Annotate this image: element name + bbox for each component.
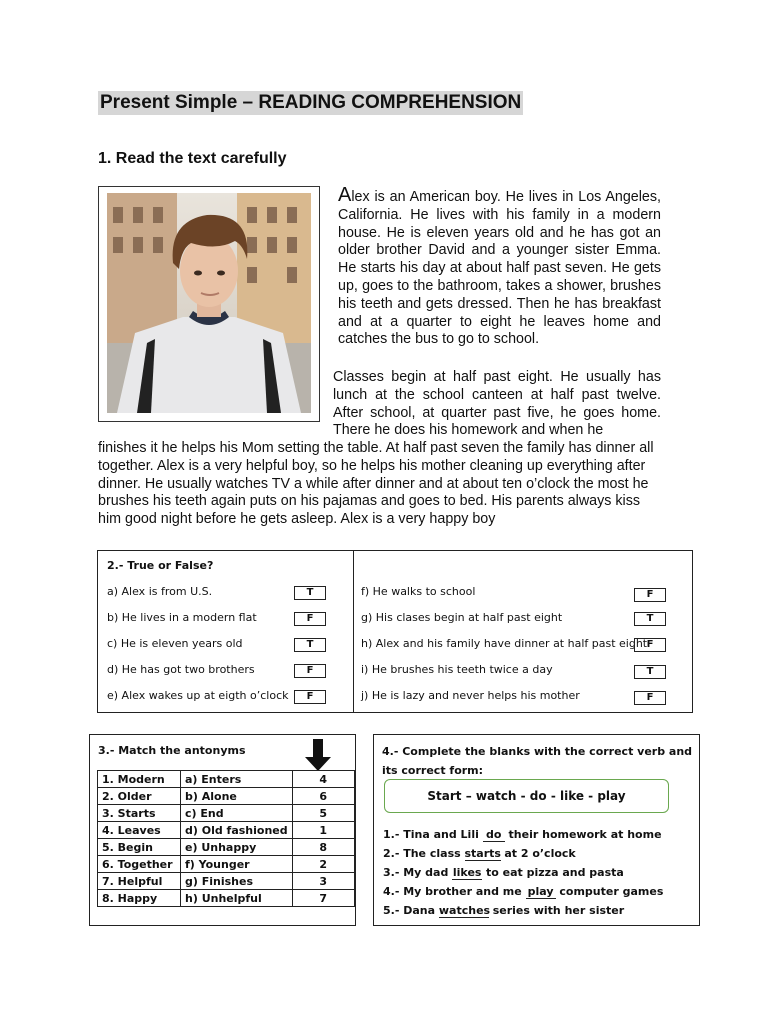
sentence-end: their homework at home xyxy=(504,828,662,841)
story-paragraph-1-text: lex is an American boy. He lives in Los Angeles, California. He lives with his family in a modern house. He is eleven years old and he has got an older brother David and a younger sister Emma. He starts his day at about half past seven. He gets up, goes to the bathroom, takes a shower, brushes his teeth and gets dressed. Then he has breakfast and at a quarter to eight he leaves home and catches the bus to go to school. xyxy=(338,189,661,348)
blank-sentence-5 xyxy=(383,904,624,918)
sentence-start: 4.- My brother and me xyxy=(383,885,526,898)
antonym-answer[interactable]: 3 xyxy=(292,873,354,890)
antonym-answer[interactable]: 1 xyxy=(292,822,354,839)
table-row xyxy=(98,822,355,839)
tf-question-d: d) He has got two brothers xyxy=(107,663,255,676)
blank-sentence-3 xyxy=(383,866,624,880)
table-row xyxy=(98,839,355,856)
tf-answer-i[interactable]: T xyxy=(634,665,666,679)
complete-blanks-exercise xyxy=(373,734,700,926)
blank-answer[interactable]: do xyxy=(483,828,505,842)
tf-question-j: j) He is lazy and never helps his mother xyxy=(361,689,580,702)
table-row xyxy=(98,873,355,890)
tf-answer-f[interactable]: F xyxy=(634,588,666,602)
blank-sentence-4 xyxy=(383,885,663,899)
section-1-heading: 1. Read the text carefully xyxy=(98,150,287,167)
antonyms-table xyxy=(97,770,355,907)
antonym-option: g) Finishes xyxy=(181,873,293,890)
antonym-answer[interactable]: 5 xyxy=(292,805,354,822)
tf-divider xyxy=(353,551,354,712)
tf-answer-e[interactable]: F xyxy=(294,690,326,704)
antonym-answer[interactable]: 4 xyxy=(292,771,354,788)
blank-answer[interactable]: play xyxy=(526,885,556,899)
antonym-option: e) Unhappy xyxy=(181,839,293,856)
sentence-start: 2.- The class xyxy=(383,847,465,860)
sentence-end: series with her sister xyxy=(488,904,625,917)
antonym-option: h) Unhelpful xyxy=(181,890,293,907)
true-false-exercise xyxy=(97,550,693,713)
tf-question-b: b) He lives in a modern flat xyxy=(107,611,257,624)
page-title: Present Simple – READING COMPREHENSION xyxy=(100,92,522,113)
tf-question-g: g) His clases begin at half past eight xyxy=(361,611,563,624)
sentence-end: at 2 o’clock xyxy=(500,847,576,860)
antonym-word: 4. Leaves xyxy=(98,822,181,839)
blank-answer[interactable]: watches xyxy=(438,904,491,917)
tf-answer-a[interactable]: T xyxy=(294,586,326,600)
table-row xyxy=(98,805,355,822)
tf-answer-d[interactable]: F xyxy=(294,664,326,678)
antonym-option: d) Old fashioned xyxy=(181,822,293,839)
table-row xyxy=(98,890,355,907)
antonym-word: 1. Modern xyxy=(98,771,181,788)
tf-question-a: a) Alex is from U.S. xyxy=(107,585,213,598)
blanks-heading: 4.- Complete the blanks with the correct verb and its correct form: xyxy=(382,745,693,777)
blank-sentence-2 xyxy=(383,847,576,861)
antonyms-exercise xyxy=(89,734,356,926)
arrow-down-icon xyxy=(305,739,331,771)
story-paragraph-1 xyxy=(338,184,661,349)
antonym-word: 2. Older xyxy=(98,788,181,805)
tf-question-h: h) Alex and his family have dinner at half past eight xyxy=(361,637,648,650)
table-row xyxy=(98,788,355,805)
blank-sentence-1 xyxy=(383,828,662,842)
tf-question-c: c) He is eleven years old xyxy=(107,637,243,650)
antonym-option: f) Younger xyxy=(181,856,293,873)
antonym-answer[interactable]: 6 xyxy=(292,788,354,805)
boy-photo xyxy=(98,186,320,422)
blank-answer[interactable]: likes xyxy=(452,866,482,879)
story-paragraph-3: finishes it he helps his Mom setting the table. At half past seven the family has dinner all together. Alex is a very helpful boy, so he helps his mother cleaning up everything after dinner. He usually watches TV a while after dinner and at about ten o’clock the most he brushes his teeth again puts on his pajamas and goes to bed. His parents always kiss him good night before he gets asleep. Alex is a very happy boy xyxy=(98,440,654,528)
antonym-answer[interactable]: 2 xyxy=(292,856,354,873)
tf-answer-c[interactable]: T xyxy=(294,638,326,652)
antonym-option: c) End xyxy=(181,805,293,822)
sentence-end: computer games xyxy=(555,885,664,898)
tf-answer-h[interactable]: F xyxy=(634,638,666,652)
antonym-word: 3. Starts xyxy=(98,805,181,822)
tf-answer-g[interactable]: T xyxy=(634,612,666,626)
antonym-word: 5. Begin xyxy=(98,839,181,856)
story-paragraph-2: Classes begin at half past eight. He usually has lunch at the school canteen at half past twelve. After school, at quarter past five, he goes home. There he does his homework and when he xyxy=(333,369,661,439)
tf-question-f: f) He walks to school xyxy=(361,585,476,598)
table-row xyxy=(98,771,355,788)
sentence-end: to eat pizza and pasta xyxy=(482,866,624,879)
sentence-start: 3.- My dad xyxy=(383,866,453,879)
sentence-start: 5.- Dana xyxy=(383,904,439,917)
tf-answer-j[interactable]: F xyxy=(634,691,666,705)
antonym-word: 8. Happy xyxy=(98,890,181,907)
tf-answer-b[interactable]: F xyxy=(294,612,326,626)
antonym-answer[interactable]: 8 xyxy=(292,839,354,856)
blank-answer[interactable]: starts xyxy=(464,847,501,860)
antonym-word: 6. Together xyxy=(98,856,181,873)
antonyms-heading: 3.- Match the antonyms xyxy=(98,744,246,757)
antonym-word: 7. Helpful xyxy=(98,873,181,890)
sentence-start: 1.- Tina and Lili xyxy=(383,828,483,841)
antonym-option: b) Alone xyxy=(181,788,293,805)
boy-photo-illustration xyxy=(107,193,311,413)
antonym-option: a) Enters xyxy=(181,771,293,788)
tf-question-i: i) He brushes his teeth twice a day xyxy=(361,663,553,676)
verb-bank: Start – watch - do - like - play xyxy=(384,779,669,813)
true-false-heading: 2.- True or False? xyxy=(107,559,214,572)
tf-question-e: e) Alex wakes up at eigth o’clock xyxy=(107,689,289,702)
antonym-answer[interactable]: 7 xyxy=(292,890,354,907)
dropcap-letter: A xyxy=(338,184,352,206)
table-row xyxy=(98,856,355,873)
